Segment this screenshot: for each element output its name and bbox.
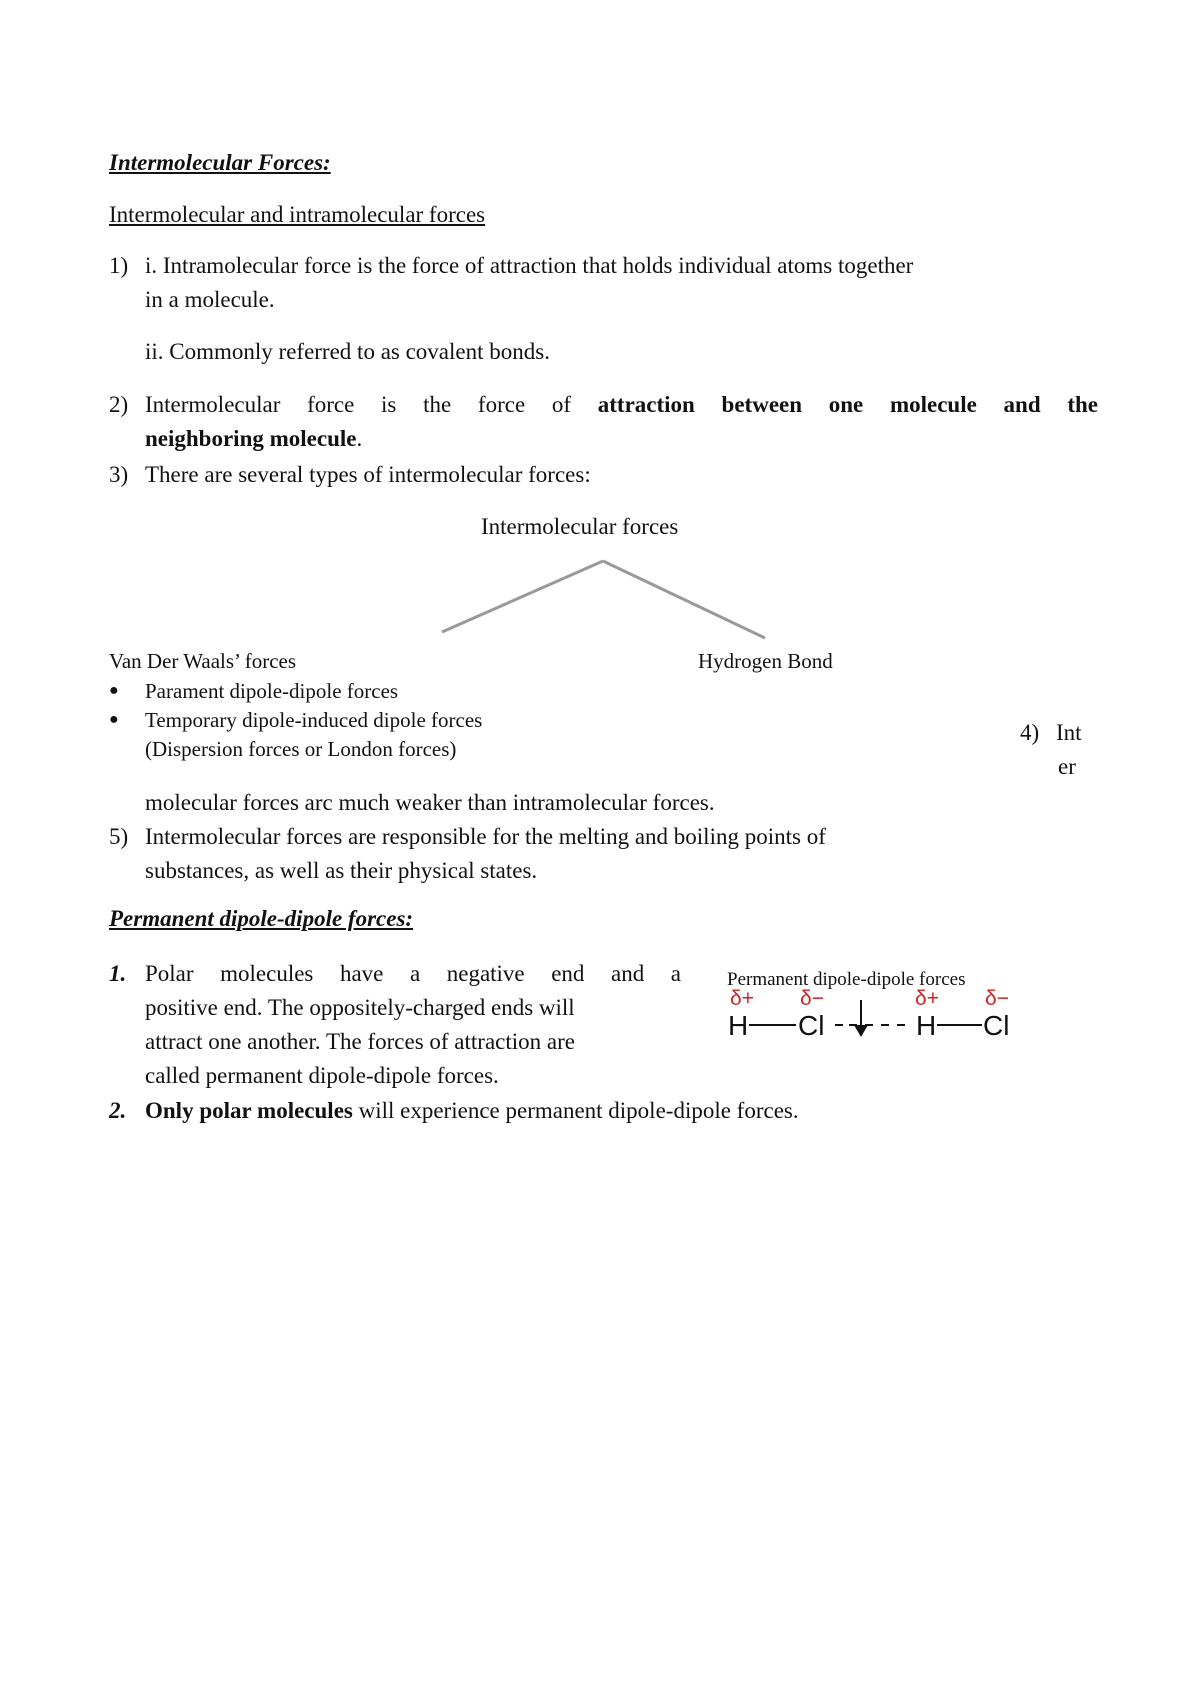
item-text-line xyxy=(145,1094,799,1128)
item-number: 4) xyxy=(1020,720,1040,745)
item-text-line: i. Intramolecular force is the force of attraction that holds individual atoms together xyxy=(145,253,914,278)
tree-left-label: Van Der Waals’ forces xyxy=(109,649,297,673)
item-text-line: Polar molecules have a negative end and a xyxy=(145,961,681,986)
item-text-bold: neighboring molecule xyxy=(145,426,357,451)
bullet-icon: ● xyxy=(109,711,119,728)
item-text-line: Intermolecular forces are responsible for the melting and boiling points of xyxy=(145,824,826,849)
page-title: Intermolecular Forces: xyxy=(109,150,331,175)
item-text-line: substances, as well as their physical states. xyxy=(145,858,538,883)
item-text-bold: Only polar molecules xyxy=(145,1098,353,1123)
tree-root-label: Intermolecular forces xyxy=(481,514,679,539)
item-text-line: in a molecule. xyxy=(145,287,275,312)
partial-charge-label: δ− xyxy=(800,987,824,1010)
atom-label: Cl xyxy=(983,1010,1010,1041)
tree-bullet-continuation: (Dispersion forces or London forces) xyxy=(145,737,457,761)
item-number: 2. xyxy=(109,1098,127,1123)
item-number: 5) xyxy=(109,824,129,849)
item-number: 2) xyxy=(109,392,129,417)
bullet-icon: ● xyxy=(109,682,119,699)
item-text-line: molecular forces arc much weaker than intramolecular forces. xyxy=(145,790,715,815)
item-text-line: called permanent dipole-dipole forces. xyxy=(145,1063,499,1088)
tree-bullet-item: Parament dipole-dipole forces xyxy=(145,679,399,703)
item-text-line: There are several types of intermolecular forces: xyxy=(145,462,591,487)
partial-charge-label: δ+ xyxy=(915,987,939,1010)
item-text-line: ii. Commonly referred to as covalent bonds. xyxy=(145,339,550,364)
item-number: 1) xyxy=(109,253,129,278)
partial-charge-label: δ− xyxy=(985,987,1009,1010)
item-number: 3) xyxy=(109,462,129,487)
atom-label: H xyxy=(728,1010,749,1041)
atom-label: H xyxy=(916,1010,937,1041)
item-text: Intermolecular force is the force of xyxy=(145,392,572,417)
item-text-line: attract one another. The forces of attraction are xyxy=(145,1029,575,1054)
tree-right-label: Hydrogen Bond xyxy=(698,649,833,673)
tree-bullet-item: Temporary dipole-induced dipole forces xyxy=(145,708,483,732)
item-text-bold: attraction between one molecule and the xyxy=(597,392,1098,417)
bond-lines xyxy=(720,995,1020,1045)
section-heading: Permanent dipole-dipole forces: xyxy=(109,906,414,931)
item-text-fragment: Int xyxy=(1056,720,1082,745)
item-text-line xyxy=(145,388,1098,422)
tree-branches xyxy=(430,555,770,640)
item-text-line xyxy=(145,422,362,456)
partial-charge-label: δ+ xyxy=(730,987,754,1010)
item-text: will experience permanent dipole-dipole forces. xyxy=(352,1098,799,1123)
atom-label: Cl xyxy=(798,1010,825,1041)
figure-caption: Permanent dipole-dipole forces xyxy=(727,969,966,990)
section-subtitle: Intermolecular and intramolecular forces xyxy=(109,202,486,227)
item-number: 1. xyxy=(109,961,127,986)
item-text-line: positive end. The oppositely-charged ends will xyxy=(145,995,575,1020)
item-text: . xyxy=(356,426,363,451)
item-text-fragment: er xyxy=(1058,754,1076,779)
